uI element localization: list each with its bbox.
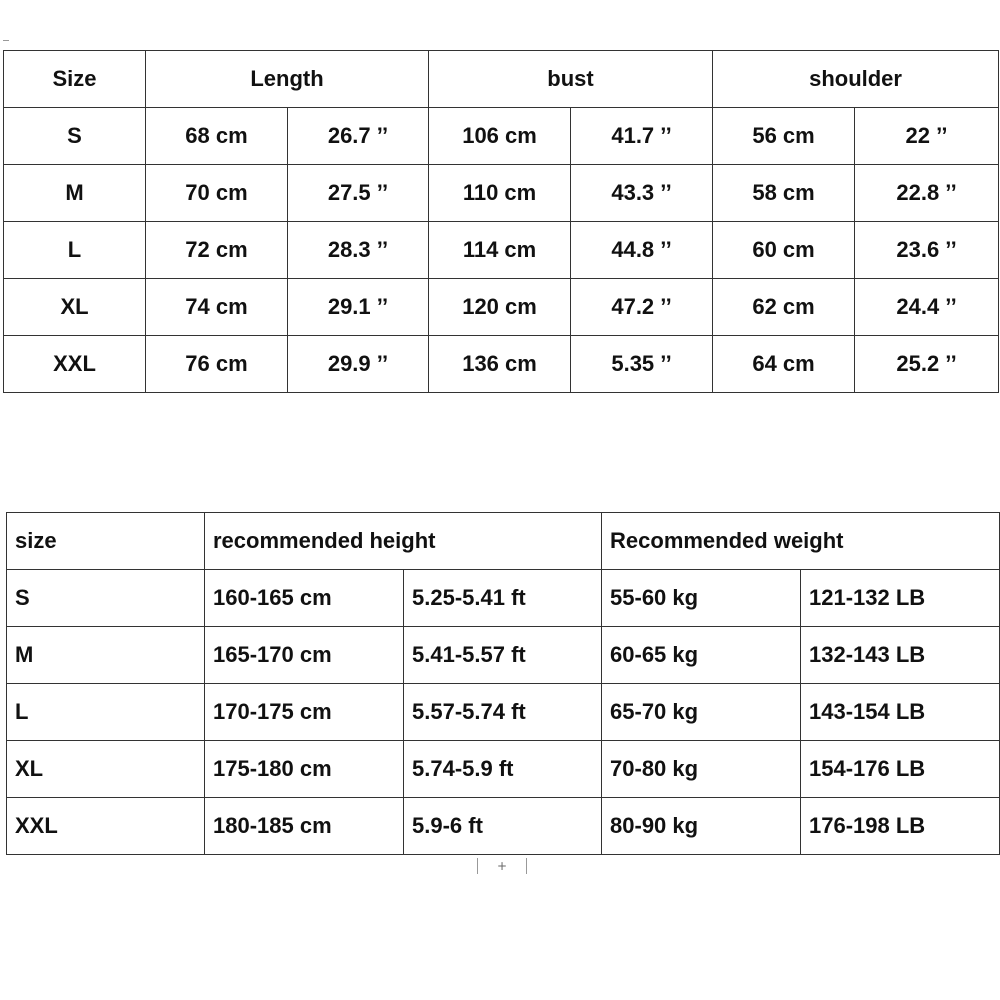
weight-lb-cell: 143-154 LB [801,684,1000,741]
header-size: size [7,513,205,570]
shoulder-cm-cell: 56 cm [713,108,855,165]
header-bust: bust [429,51,713,108]
shoulder-cm-cell: 64 cm [713,336,855,393]
size-cell: XL [4,279,146,336]
size-cell: M [7,627,205,684]
bust-cm-cell: 106 cm [429,108,571,165]
shoulder-cm-cell: 60 cm [713,222,855,279]
header-recommended-height: recommended height [205,513,602,570]
height-ft-cell: 5.57-5.74 ft [404,684,602,741]
bust-in-cell: 5.35 ’’ [571,336,713,393]
length-in-cell: 29.1 ’’ [288,279,429,336]
weight-lb-cell: 154-176 LB [801,741,1000,798]
recommendations-table [6,512,1000,855]
height-cm-cell: 160-165 cm [205,570,404,627]
height-cm-cell: 175-180 cm [205,741,404,798]
bust-cm-cell: 114 cm [429,222,571,279]
shoulder-in-cell: 25.2 ’’ [855,336,999,393]
length-cm-cell: 76 cm [146,336,288,393]
size-cell: XL [7,741,205,798]
size-cell: S [7,570,205,627]
size-cell: L [7,684,205,741]
table-row [7,684,1000,741]
height-ft-cell: 5.25-5.41 ft [404,570,602,627]
length-cm-cell: 72 cm [146,222,288,279]
recommendations-header-row [7,513,1000,570]
weight-kg-cell: 65-70 kg [602,684,801,741]
height-ft-cell: 5.41-5.57 ft [404,627,602,684]
size-cell: L [4,222,146,279]
height-cm-cell: 170-175 cm [205,684,404,741]
height-ft-cell: 5.9-6 ft [404,798,602,855]
header-length: Length [146,51,429,108]
size-cell: S [4,108,146,165]
table-row [4,165,999,222]
header-size: Size [4,51,146,108]
weight-kg-cell: 60-65 kg [602,627,801,684]
length-in-cell: 27.5 ’’ [288,165,429,222]
header-shoulder: shoulder [713,51,999,108]
table-row [4,336,999,393]
height-cm-cell: 180-185 cm [205,798,404,855]
weight-lb-cell: 176-198 LB [801,798,1000,855]
length-in-cell: 28.3 ’’ [288,222,429,279]
shoulder-in-cell: 22.8 ’’ [855,165,999,222]
table-row [4,279,999,336]
measurements-table [3,50,999,393]
bust-cm-cell: 110 cm [429,165,571,222]
size-cell: M [4,165,146,222]
size-cell: XXL [7,798,205,855]
size-cell: XXL [4,336,146,393]
length-in-cell: 26.7 ’’ [288,108,429,165]
bust-in-cell: 47.2 ’’ [571,279,713,336]
table-row [4,108,999,165]
weight-kg-cell: 70-80 kg [602,741,801,798]
shoulder-in-cell: 22 ’’ [855,108,999,165]
bust-in-cell: 41.7 ’’ [571,108,713,165]
length-cm-cell: 74 cm [146,279,288,336]
measurements-header-row [4,51,999,108]
shoulder-in-cell: 23.6 ’’ [855,222,999,279]
table-row [4,222,999,279]
bust-cm-cell: 136 cm [429,336,571,393]
header-recommended-weight: Recommended weight [602,513,1000,570]
table-row [7,798,1000,855]
weight-lb-cell: 121-132 LB [801,570,1000,627]
length-in-cell: 29.9 ’’ [288,336,429,393]
bust-cm-cell: 120 cm [429,279,571,336]
shoulder-in-cell: 24.4 ’’ [855,279,999,336]
weight-kg-cell: 80-90 kg [602,798,801,855]
length-cm-cell: 68 cm [146,108,288,165]
shoulder-cm-cell: 62 cm [713,279,855,336]
length-cm-cell: 70 cm [146,165,288,222]
bust-in-cell: 44.8 ’’ [571,222,713,279]
table-end-mark: + [477,858,527,874]
shoulder-cm-cell: 58 cm [713,165,855,222]
height-cm-cell: 165-170 cm [205,627,404,684]
table-row [7,570,1000,627]
weight-lb-cell: 132-143 LB [801,627,1000,684]
table-row [7,741,1000,798]
table-row [7,627,1000,684]
weight-kg-cell: 55-60 kg [602,570,801,627]
height-ft-cell: 5.74-5.9 ft [404,741,602,798]
bust-in-cell: 43.3 ’’ [571,165,713,222]
table-corner-mark [3,40,9,41]
